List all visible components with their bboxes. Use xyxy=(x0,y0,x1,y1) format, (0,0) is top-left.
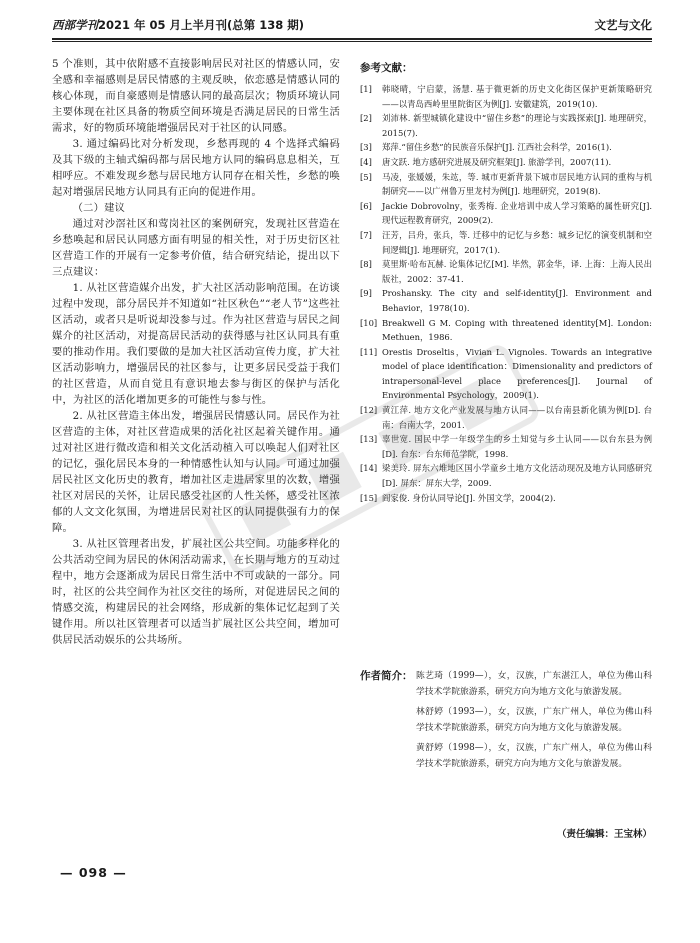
header-rule-thin xyxy=(52,41,652,42)
reference-text: 马凌，张媛媛，朱竑，等. 城市更新背景下城市居民地方认同的重构与机制研究——以广州鲁万里龙村为例[J]. 地理研究，2019(8). xyxy=(382,171,652,197)
reference-text: 黄江萍. 地方文化产业发展与地方认同——以台南县新化镇为例[D]. 台南：台南大学，2001. xyxy=(382,405,652,430)
reference-text: 辜世宽. 国民中学一年级学生的乡土知觉与乡土认同——以台东县为例[D]. 台东：台东师范学院，1998. xyxy=(382,434,652,459)
section-name: 文艺与文化 xyxy=(594,18,652,32)
reference-number: [9] xyxy=(360,288,372,299)
reference-text: 韩晓晴，宁启蒙，汤慧. 基于微更新的历史文化街区保护更新策略研究——以青岛西岭里里院街区为例[J]. 安徽建筑，2019(10). xyxy=(382,84,652,109)
journal-logo: 西部学刊 xyxy=(52,18,98,32)
reference-number: [10] xyxy=(360,317,378,328)
reference-number: [13] xyxy=(360,434,378,445)
reference-number: [8] xyxy=(360,259,372,270)
reference-text: 莫里斯·哈布瓦赫. 论集体记忆[M]. 毕然，郭金华，译. 上海：上海人民出版社，2002：37-41. xyxy=(382,259,652,284)
references-title: 参考文献： xyxy=(360,62,413,74)
page-number: — 098 — xyxy=(60,865,127,880)
reference-text: Breakwell G M. Coping with threatened identity[M]. London: Methuen，1986. xyxy=(382,317,652,343)
reference-item xyxy=(360,316,652,345)
reference-item xyxy=(360,403,652,432)
reference-text: 唐文跃. 地方感研究进展及研究框架[J]. 旅游学刊，2007(11). xyxy=(382,156,612,167)
body-paragraph: 1. 从社区营造媒介出发，扩大社区活动影响范围。在访谈过程中发现，部分居民并不知道如“社区秋色”“老人节”这些社区活动，或者只是听说却没参与过。作为社区营造与居民之间媒介的社区活动，对提高居民活动的获得感与社区认同具有重要的推动作用。我们要做的是加大社区活动宣传力度，扩大社区活动影响力，增强居民的社区参与，让更多居民受益于我们的社区营造，从而自觉且有意识地去参与街区的保护与活化中，为社区的活化增加更多的可能性与参与性。 xyxy=(52,282,340,406)
reference-item xyxy=(360,432,652,461)
reference-item xyxy=(360,286,652,315)
reference-text: 郑萍.“留住乡愁”的民族音乐保护[J]. 江西社会科学，2016(1). xyxy=(382,142,612,153)
reference-text: Jackie Dobrovolny，张秀梅. 企业培训中成人学习策略的属性研究[J]. 现代远程教育研究，2009(2). xyxy=(382,200,652,226)
reference-number: [7] xyxy=(360,229,372,240)
author-bio: 黄舒婷（1998—），女，汉族，广东广州人，单位为佛山科学技术学院旅游系，研究方向为地方文化与旅游发展。 xyxy=(416,743,652,769)
reference-item xyxy=(360,257,652,286)
journal-info xyxy=(52,17,304,33)
reference-text: 刘沛林. 新型城镇化建设中“留住乡愁”的理论与实践探索[J]. 地理研究，2015(7). xyxy=(382,113,652,138)
reference-number: [12] xyxy=(360,405,378,416)
body-text-column xyxy=(52,56,340,648)
reference-item xyxy=(360,155,652,170)
reference-text: Orestis Droseltis，Vivian L. Vignoles. Towards an integrative model of place identification：Dimensionality and predictors of intrapersonal-level place preferences[J]. Journal of Environmental Psychology，2009(1). xyxy=(382,346,652,401)
body-paragraph: 3. 从社区管理者出发，扩展社区公共空间。功能多样化的公共活动空间为居民的休闲活动需求，在长期与地方的互动过程中，地方会逐渐成为居民日常生活中不可或缺的一部分。同时，社区的公共空间作为社区交往的场所，对促进居民之间的情感交流，构建居民的社会网络，形成新的集体记忆起到了关键作用。所以社区管理者可以适当扩展社区公共空间，增加可供居民活动娱乐的公共场所。 xyxy=(52,538,340,646)
author-bios xyxy=(360,668,652,776)
reference-number: [15] xyxy=(360,492,378,503)
reference-number: [4] xyxy=(360,156,372,167)
reference-item xyxy=(360,111,652,140)
reference-text: 阎家俊. 身份认同导论[J]. 外国文学，2004(2). xyxy=(382,492,556,503)
reference-number: [2] xyxy=(360,113,372,124)
journal-issue: 2021 年 05 月上半月刊(总第 138 期) xyxy=(98,18,305,32)
reference-number: [6] xyxy=(360,200,372,211)
reference-item xyxy=(360,345,652,403)
reference-item xyxy=(360,461,652,490)
page-header xyxy=(52,14,652,36)
body-paragraph: 3. 通过编码比对分析发现，乡愁再现的 4 个选择式编码及其下级的主轴式编码都与居民地方认同的编码息息相关，互相呼应。不难发现乡愁与居民地方认同存在相关性，乡愁的唤起对增强居民地方认同具有正向的促进作用。 xyxy=(52,138,340,198)
responsible-editor: （责任编辑：王宝林） xyxy=(556,829,652,840)
reference-item xyxy=(360,140,652,155)
reference-number: [11] xyxy=(360,346,378,357)
reference-number: [1] xyxy=(360,84,372,94)
body-paragraph: 通过对沙滘社区和莺岗社区的案例研究，发现社区营造在乡愁唤起和居民认同感方面有明显的相关性，对于历史衍区社区营造工作的开展有一定参考价值，结合研究结论，提出以下三点建议： xyxy=(52,218,340,278)
reference-item xyxy=(360,199,652,228)
reference-number: [3] xyxy=(360,142,372,153)
body-paragraph: 2. 从社区营造主体出发，增强居民情感认同。居民作为社区营造的主体，对社区营造成果的活化社区起着关键作用。通过对社区进行微改造和相关文化活动植入可以唤起人们对社区的记忆，强化居民本身的一种情感性认知与认同。可通过加强居民社区文化历史的教育，增加社区走进居家里的次数，增强社区对居民的关怀，让居民感受社区的人性关怀，感受社区浓郁的人文文化氛围，为增进居民对社区的认同提供强有力的保障。 xyxy=(52,410,340,534)
header-rule xyxy=(52,38,652,40)
reference-number: [14] xyxy=(360,463,378,474)
reference-item xyxy=(360,170,652,199)
author-bio-label: 作者简介： xyxy=(360,670,413,682)
reference-item xyxy=(360,82,652,111)
reference-number: [5] xyxy=(360,171,372,182)
reference-item xyxy=(360,228,652,257)
reference-item xyxy=(360,491,652,506)
reference-text: 梁美玲. 屏东六堆地区国小学童乡土地方文化活动现况及地方认同感研究[D]. 屏东：屏东大学，2009. xyxy=(382,463,652,489)
author-bio: 陈艺琦（1999—），女，汉族，广东湛江人，单位为佛山科学技术学院旅游系，研究方向为地方文化与旅游发展。 xyxy=(416,671,652,697)
reference-text: Proshansky. The city and self-identity[J]. Environment and Behavior，1978(10). xyxy=(382,288,652,313)
subsection-heading: （二）建议 xyxy=(72,202,126,214)
references-list xyxy=(360,82,652,505)
body-paragraph: 5 个准则，其中依附感不直接影响居民对社区的情感认同，安全感和幸福感则是居民情感的主观反映，依恋感是情感认同的核心体现，而自豪感则是情感认同的最高层次；物质环境认同主要体现在社区具备的物质空间环境是否满足居民的日常生活需求，好的物质环境能增强居民对于社区的认同感。 xyxy=(52,58,340,134)
author-bio: 林舒婷（1993—），女，汉族，广东广州人，单位为佛山科学技术学院旅游系，研究方向为地方文化与旅游发展。 xyxy=(416,707,652,733)
reference-text: 汪芳，吕舟，张兵，等. 迁移中的记忆与乡愁：城乡记忆的演变机制和空间逻辑[J]. 地理研究，2017(1). xyxy=(382,229,652,255)
